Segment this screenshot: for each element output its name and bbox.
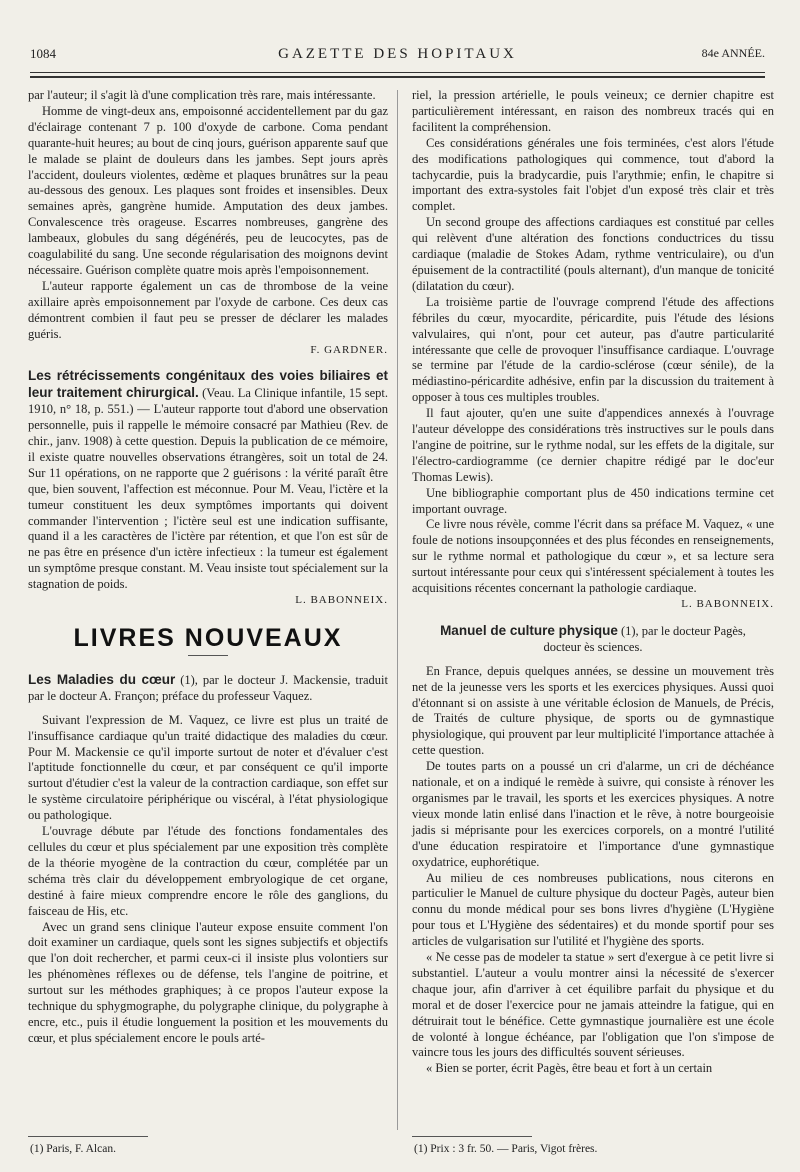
footnote-rule <box>28 1136 148 1137</box>
paragraph: Il faut ajouter, qu'en une suite d'appendices annexés à l'ouvrage l'auteur développe des considérations très instructives sur le pouls dans l'angine de poitrine, sur le rythme nodal, sur les effets de la digitale, sur l'électro-cardiogramme (ce dernier chapitre rédigé par le doc'eur Thomas Lewis). <box>412 406 774 484</box>
paragraph: En France, depuis quelques années, se dessine un mouvement très net de la jeunesse vers les sports et les exercices physiques. Aussi quoi d'étonnant si on assiste à une véritable éclosion de Manuels, de Précis, de Traités de culture physique, de sports ou de gymnastique physiologique, qui prouvent par leur multiplicité l'importance attachée à cette question. <box>412 663 774 758</box>
signature: F. GARDNER. <box>310 343 388 356</box>
paragraph: Homme de vingt-deux ans, empoisonné accidentellement par du gaz d'éclairage contenant 7 p. 100 d'oxyde de carbone. Coma pendant quarante-huit heures; au bout de cinq jours, guérison apparente sauf que le malade se plaint de douleurs dans les jambes. Sept jours après l'accident, douleurs violentes, œdème et plaques brunâtres sur la peau au-dessous des genoux. Les plaques sont froides et insensibles. Deux semaines après, gangrène humide. Amputation des deux jambes. Convalescence très orageuse. Escarres nombreuses, gangrène des lambeaux, globules du sang dégénérés, peu de leucocytes, pas de coagulabilité du sang. Une seconde régularisation des moignons devint nécessaire. Guérison complète quatre mois après l'empoisonnement. <box>28 103 388 277</box>
year-label: 84e ANNÉE. <box>701 46 765 60</box>
signature: L. BABONNEIX. <box>681 598 774 610</box>
paragraph: Suivant l'expression de M. Vaquez, ce livre est plus un traité de l'insuffisance cardiaque qu'un traité didactique des maladies du cœur. Pour M. Mackensie ce qu'il importe surtout de noter et d'évaluer c'est l'aptitude fonctionnelle du cœur, et par conséquent ce qu'il importe surtout d'étudier c'est la valeur de la contraction cardiaque, son effet sur le système circulatoire périphérique ou viscéral, à l'état physiologique ou pathologique. <box>28 712 388 823</box>
section-title: Les rétrécissements congénitaux des voies biliaires et leur traitement chirurgical. <box>28 368 388 401</box>
column-separator <box>397 90 398 1130</box>
paragraph: Au milieu de ces nombreuses publications, nous citerons en particulier le Manuel de culture physique du docteur Pagès, auteur bien connu du monde médical pour ses bons livres d'hygiène (L'Hygiène pour tous et L'Hygiène des sédentaires) et du monde sportif pour ses articles de vulgarisation sur l'utilité et l'hygiène des sports. <box>412 870 774 949</box>
paragraph: Une bibliographie comportant plus de 450 indications termine cet important ouvrage. <box>412 485 774 516</box>
livres-nouveaux-heading: LIVRES NOUVEAUX <box>73 624 343 652</box>
paragraph: La troisième partie de l'ouvrage comprend l'étude des affections fébriles du cœur, myocardite, péricardite, puis l'étude des lésions valvulaires, qui n'ont, pour cet auteur, pas d'autre particularité intéressante que celle de provoquer l'insuffisance cardiaque. L'ouvrage se termine par l'étude de la cardio-sclérose (cœur sénile), de la médiastino-péricardite adhésive, enfin par la discussion du traitement à opposer à tous ces multiples troubles. <box>412 294 774 405</box>
paragraph: « Bien se porter, écrit Pagès, être beau et fort à un certain <box>426 1061 713 1076</box>
paragraph: Ce livre nous révèle, comme l'écrit dans sa préface M. Vaquez, « une foule de notions insoupçonnées et des plus fécondes en renseignements, sur le rythme normal et pathologique du cœur », et sa lecture sera surtout intéressante pour ceux qui s'intéressent spécialement à toutes les acquisitions récentes concernant la pathologie cardiaque. <box>412 517 774 596</box>
right-column <box>412 88 774 1077</box>
paragraph: « Ne cesse pas de modeler ta statue » sert d'exergue à ce petit livre si substantiel. L'auteur a voulu montrer ainsi la nécessité de s'exercer chaque jour, afin d'arriver à cet équilibre parfait du physique et du moral et de doser l'exercice pour ne jamais atteindre la fatigue, qui en détruirait tout le bénéfice. Cette gymnastique journalière est une école de volonté à longue échéance, par l'obligation que l'on s'impose de vaincre tous les jours des difficultés souvent sérieuses. <box>412 950 774 1060</box>
divider <box>188 655 228 656</box>
paragraph: Avec un grand sens clinique l'auteur expose ensuite comment l'on doit examiner un cardiaque, quels sont les signes subjectifs et objectifs que l'on doit rechercher, et parmi ceux-ci il insiste plus volontiers sur les phénomènes réflexes ou de défense, tels l'angine de poitrine, et surtout sur les méthodes graphiques; à ce propos l'auteur expose la technique du sphygmographe, du polygraphe clinique, du polygraphe à encre, etc., puis il étudie longuement la position et les mouvements du cœur, et plus spécialement encore le pouls arté- <box>28 919 388 1045</box>
paragraph: riel, la pression artérielle, le pouls veineux; ce dernier chapitre est particulièrement intéressant, en raison des nombreux tracés qui en facilitent la compréhension. <box>412 88 774 134</box>
footnote: (1) Paris, F. Alcan. <box>30 1143 116 1155</box>
paragraph: Un second groupe des affections cardiaques est constitué par celles qui relèvent d'une altération des fonctions conductrices du tissu cardiaque (maladie de Stokes Adam, rythme ventriculaire), ou d'un épuisement de la contractilité (pouls alternant), d'un manque de tonicité (dilatation du cœur). <box>412 215 774 293</box>
header-rule-thick <box>30 76 765 78</box>
paragraph: De toutes parts on a poussé un cri d'alarme, un cri de déchéance nationale, et on a indiqué le remède à suivre, qui consiste à rénover les organismes par le travail, les sports et les exercices physiques. A notre vieux monde latin enlisé dans l'inaction et le rêve, à notre bourgeoisie jadis si méprisante pour les exercices corporels, on a montré l'utilité d'une éducation respiratoire et l'importance d'une gymnastique oxydatrice, euphorétique. <box>412 759 774 869</box>
footnote-rule <box>412 1136 532 1137</box>
book-subtitle-line2: docteur ès sciences. <box>543 639 643 654</box>
page-number: 1084 <box>30 46 56 61</box>
section-text: (Veau. La Clinique infantile, 15 sept. 1910, n° 18, p. 551.) — L'auteur rapporte tout d'abord une observation personnelle, puis il rappelle le mémoire consacré par Mathieu (Rev. de chir., janv. 1908) à cette question. Depuis la publication de ce mémoire, il existe quatre nouvelles observations étrangères, soit un total de 24. Sur 11 opérations, on ne rapporte que 2 guérisons : la vérité paraît être que, bien souvent, l'affection est méconnue. Pour M. Veau, l'ictère et la tumeur constituent les deux symptômes importants qui doivent commander l'intervention ; l'ictère seul est une indication suffisante, quand il a les caractères de l'ictère par rétention, et que l'on est sûr de ne pas être en présence d'un ictère infectieux : la tumeur est également un symptôme presque constant. M. Veau insiste tout spécialement sur la stagnation de poids. <box>28 386 388 592</box>
paragraph: L'ouvrage débute par l'étude des fonctions fondamentales des cellules du cœur et plus spécialement par une exposition très complète de la théorie myogène de la contraction du cœur, complétée par un schéma très clair du développement embryologique de cet organe, destiné à faire mieux comprendre encore le rôle des ganglions, du faisceau de His, etc. <box>28 824 388 918</box>
paragraph: L'auteur rapporte également un cas de thrombose de la veine axillaire après empoisonnement par l'oxyde de carbone. Ces deux cas démontrent combien il faut peu se presser de déclarer les malades guéris. <box>28 278 388 341</box>
page-header <box>30 46 765 68</box>
journal-title: GAZETTE DES HOPITAUX <box>278 46 517 62</box>
paragraph: Ces considérations générales une fois terminées, c'est alors l'étude des modifications pathologiques qui commence, tout d'abord la tachycardie, puis la bradycardie, puis l'arythmie; enfin, le chapitre si important des extra-systoles fait l'objet d'un exposé très clair et très complet. <box>412 135 774 214</box>
signature: L. BABONNEIX. <box>295 594 388 607</box>
paragraph: par l'auteur; il s'agit là d'une complication très rare, mais intéressante. <box>28 88 376 102</box>
footnote: (1) Prix : 3 fr. 50. — Paris, Vigot frères. <box>414 1143 598 1155</box>
header-rule-thin <box>30 72 765 73</box>
book-title: Manuel de culture physique <box>440 622 618 638</box>
book-title: Les Maladies du cœur <box>28 671 176 687</box>
book-subtitle: (1), par le docteur Pagès, <box>620 623 746 638</box>
book-subtitle: (1), par le docteur J. Mackensie, traduit par le docteur A. Françon; préface du professeur Vaquez. <box>28 672 388 703</box>
left-column <box>28 88 388 1047</box>
